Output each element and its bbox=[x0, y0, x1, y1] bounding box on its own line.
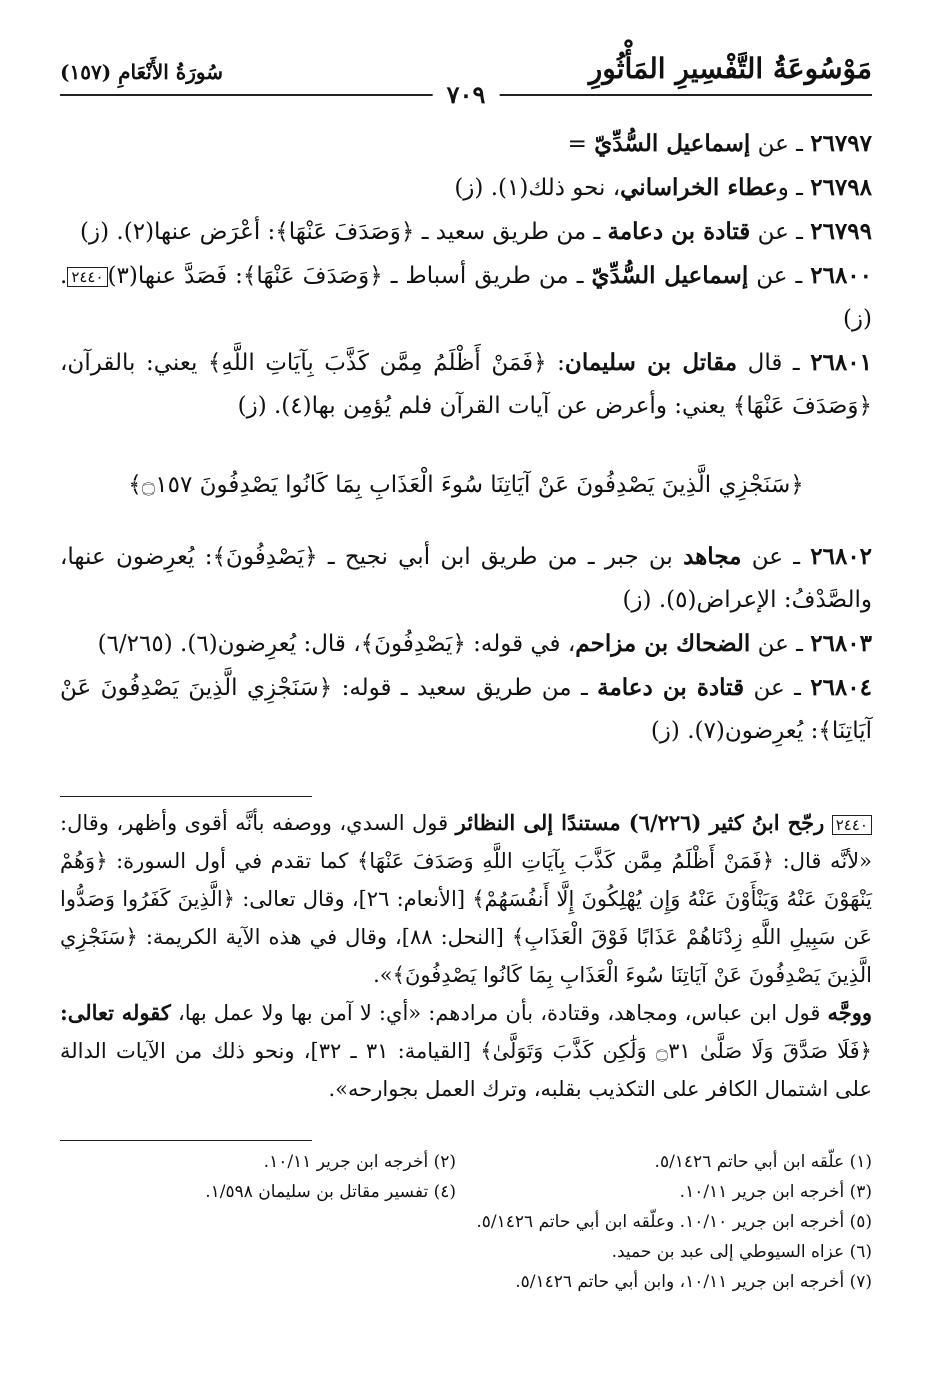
commentary-ref-box: ٢٤٤٠ bbox=[67, 267, 107, 287]
entry-lead: ـ عن bbox=[757, 219, 803, 245]
entry-number: ٢٦٧٩٩ bbox=[810, 218, 872, 245]
entry-tail: . (ز) bbox=[60, 263, 872, 332]
narrator-name: قتادة بن دعامة bbox=[607, 218, 751, 245]
commentary-box: ٢٤٤٠ bbox=[832, 815, 872, 835]
entry-lead: ـ عن bbox=[751, 544, 800, 570]
entry-text: ، نحو ذلك(١). (ز) bbox=[454, 175, 621, 201]
commentary-separator bbox=[60, 796, 312, 797]
entry-lead: ـ قال bbox=[747, 350, 800, 376]
commentary-note bbox=[60, 804, 872, 1108]
entry-26798 bbox=[60, 166, 872, 210]
entry-26801 bbox=[60, 341, 872, 428]
narrator-name: مقاتل بن سليمان bbox=[564, 349, 738, 376]
entry-text: ـ من طريق سعيد ـ قوله: ﴿سَنَجْزِي الَّذِينَ يَصْدِفُونَ عَنْ آيَاتِنَا﴾: يُعرِضون(٧). (ز) bbox=[60, 675, 872, 744]
entry-text: : ﴿فَمَنْ أَظْلَمُ مِمَّن كَذَّبَ بِآيَاتِ اللَّهِ﴾ يعني: بالقرآن، ﴿وَصَدَفَ عَنْهَا﴾ يعني: وأعرض عن آيات القرآن فلم يُؤمِن بها(٤). (ز) bbox=[60, 350, 872, 419]
entry-text: ـ من طريق سعيد ـ ﴿وَصَدَفَ عَنْهَا﴾: أعْرَض عنها(٢). (ز) bbox=[80, 219, 601, 245]
narrator-name: إسماعيل السُّدِّيّ bbox=[594, 130, 751, 157]
entry-number: ٢٦٨٠٤ bbox=[810, 674, 872, 701]
entry-26800 bbox=[60, 254, 872, 341]
footnotes-separator bbox=[60, 1140, 312, 1141]
narrator-name: إسماعيل السُّدِّيّ bbox=[591, 262, 749, 289]
footnote-row bbox=[60, 1272, 872, 1302]
entry-lead: ـ عن bbox=[757, 631, 803, 657]
commentary-text: قول ابن عباس، ومجاهد، وقتادة، بأن مرادهم: «أي: لا آمن بها ولا عمل بها، bbox=[178, 1001, 821, 1025]
page-header bbox=[60, 52, 872, 110]
narrator-name: الضحاك بن مزاحم bbox=[575, 630, 751, 657]
commentary-text: ﴿فَلَا صَدَّقَ وَلَا صَلَّىٰ ۝٣١ وَلَٰكِن كَذَّبَ وَتَوَلَّىٰ﴾ [القيامة: ٣١ ـ ٣٢]، ونحو ذلك من الآيات الدالة على اشتمال الكافر على التكذيب بقلبه، وترك العمل بجوارحه». bbox=[60, 1039, 872, 1101]
entry-text: ـ من طريق أسباط ـ ﴿وَصَدَفَ عَنْهَا﴾: فَصَدَّ عنها(٣) bbox=[107, 263, 584, 289]
commentary-text: قول السدي، ووصفه بأنَّه أقوى وأظهر، وقال: «لأنَّه قال: ﴿فَمَنْ أَظْلَمُ مِمَّن كَذَّبَ بِآيَاتِ اللَّهِ وَصَدَفَ عَنْهَا﴾ كما تقدم في أول السورة: ﴿وَهُمْ يَنْهَوْنَ عَنْهُ وَيَنْأَوْنَ عَنْهُ وَإِن يُهْلِكُونَ إِلَّا أَنفُسَهُمْ﴾ [الأنعام: ٢٦]، وقال تعالى: ﴿الَّذِينَ كَفَرُوا وَصَدُّوا عَن سَبِيلِ اللَّهِ زِدْنَاهُمْ عَذَابًا فَوْقَ الْعَذَابِ﴾ [النحل: ٨٨]، وقال في هذه الآية الكريمة: ﴿سَنَجْزِي الَّذِينَ يَصْدِفُونَ عَنْ آيَاتِنَا سُوءَ الْعَذَابِ بِمَا كَانُوا يَصْدِفُونَ﴾». bbox=[60, 811, 872, 987]
surah-reference: سُورَةُ الأَنْعَامِ (١٥٧) bbox=[60, 60, 223, 84]
entry-number: ٢٦٨٠٣ bbox=[810, 630, 872, 657]
main-text bbox=[60, 122, 872, 753]
entry-text: = bbox=[567, 131, 587, 157]
entry-text: ، في قوله: ﴿يَصْدِفُونَ﴾، قال: يُعرِضون(٦). (٦/٢٦٥) bbox=[97, 631, 576, 657]
page-number: ٧٠٩ bbox=[433, 80, 500, 109]
footnote: (١) علّقه ابن أبي حاتم ٥/١٤٢٦. bbox=[654, 1152, 872, 1172]
footnote: (٢) أخرجه ابن جرير ١٠/١١. bbox=[263, 1152, 456, 1172]
footnote: (٤) تفسير مقاتل بن سليمان ١/٥٩٨. bbox=[205, 1182, 456, 1202]
entry-26803 bbox=[60, 622, 872, 666]
entry-lead: ـ عن bbox=[753, 675, 801, 701]
page bbox=[60, 52, 873, 1292]
footnotes bbox=[60, 1152, 872, 1302]
commentary-bold: ووجَّه bbox=[827, 1000, 873, 1025]
commentary-heading: رجّح ابنُ كثير (٦/٢٢٦) مستندًا إلى النظائر bbox=[455, 810, 825, 835]
narrator-name: قتادة بن دعامة bbox=[597, 674, 745, 701]
book-title: مَوْسُوعَةُ التَّفْسِيرِ المَأْثُورِ bbox=[588, 52, 872, 85]
footnote-row bbox=[60, 1152, 872, 1182]
entry-lead: ـ و bbox=[777, 175, 803, 201]
narrator-name: عطاء الخراساني bbox=[620, 174, 778, 201]
entry-lead: ـ عن bbox=[756, 263, 803, 289]
entry-number: ٢٦٨٠٢ bbox=[810, 543, 873, 570]
footnote: (٣) أخرجه ابن جرير ١٠/١١. bbox=[679, 1182, 872, 1202]
commentary-bold: كقوله تعالى: bbox=[60, 1000, 171, 1025]
entry-26799 bbox=[60, 210, 872, 254]
footnote-row bbox=[60, 1212, 872, 1242]
narrator-name: مجاهد bbox=[683, 543, 742, 570]
entry-26802 bbox=[60, 535, 872, 622]
entry-number: ٢٦٨٠١ bbox=[810, 349, 872, 376]
footnote-row bbox=[60, 1242, 872, 1272]
quran-verse: ﴿سَنَجْزِي الَّذِينَ يَصْدِفُونَ عَنْ آيَاتِنَا سُوءَ الْعَذَابِ بِمَا كَانُوا يَصْدِفُونَ ۝١٥٧﴾ bbox=[128, 472, 804, 498]
entry-26804 bbox=[60, 666, 872, 753]
entry-number: ٢٦٨٠٠ bbox=[810, 262, 873, 289]
entry-number: ٢٦٧٩٨ bbox=[810, 174, 872, 201]
footnote-row bbox=[60, 1182, 872, 1212]
entry-26797 bbox=[60, 122, 872, 166]
entry-number: ٢٦٧٩٧ bbox=[810, 130, 872, 157]
entry-text: بن جبر ـ من طريق ابن أبي نجيح ـ ﴿يَصْدِفُونَ﴾: يُعرِضون عنها، والصَّدْفُ: الإعراض(٥). (ز) bbox=[60, 544, 872, 613]
footnote: (٥) أخرجه ابن جرير ١٠/١٠. وعلّقه ابن أبي حاتم ٥/١٤٢٦. bbox=[476, 1212, 872, 1232]
footnote: (٧) أخرجه ابن جرير ١٠/١١، وابن أبي حاتم ٥/١٤٢٦. bbox=[515, 1272, 872, 1292]
entry-lead: ـ عن bbox=[757, 131, 803, 157]
footnote: (٦) عزاه السيوطي إلى عبد بن حميد. bbox=[611, 1242, 872, 1262]
